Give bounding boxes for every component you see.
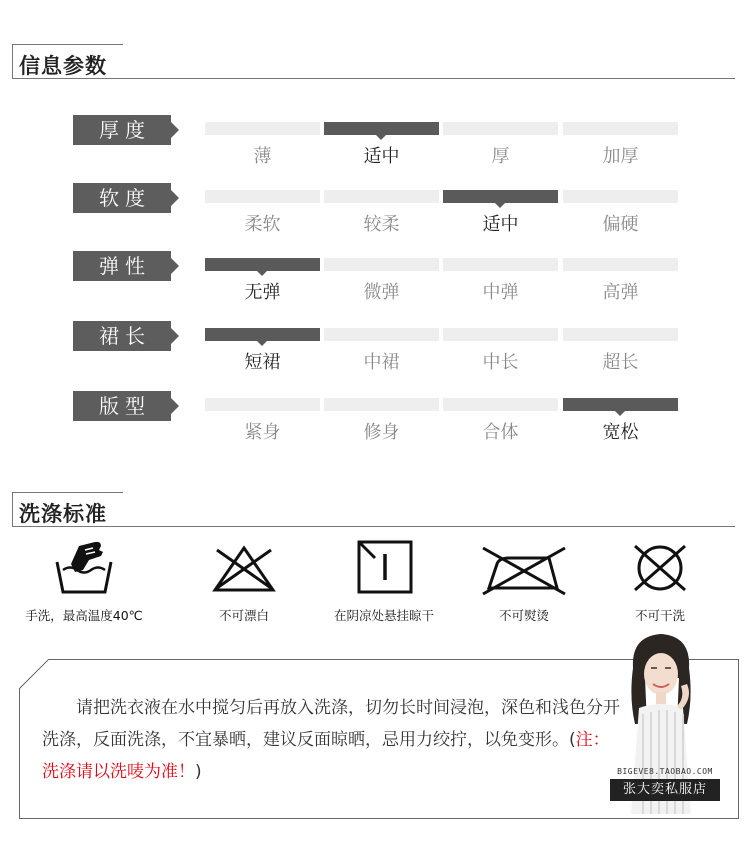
- option-label: 中长: [482, 352, 519, 373]
- param-label: [73, 183, 171, 213]
- no-bleach-icon: [209, 540, 279, 600]
- option-bar-selected: [205, 328, 320, 341]
- care-note-close: ): [195, 762, 202, 782]
- param-label-text: 软度: [99, 186, 151, 210]
- option-bar: [563, 190, 678, 203]
- option-bar: [443, 258, 558, 271]
- param-option: [205, 190, 320, 234]
- option-bar: [443, 122, 558, 135]
- wash-item-hand-wash: [14, 540, 154, 630]
- option-bar-selected: [324, 122, 439, 135]
- shop-url: BIGEVE8.TAOBAO.COM: [617, 767, 713, 776]
- param-row: [0, 183, 750, 243]
- param-row: [0, 251, 750, 311]
- param-label: [73, 251, 171, 281]
- param-label-text: 厚度: [99, 118, 151, 142]
- option-label: 偏硬: [602, 214, 639, 235]
- param-option: [324, 258, 439, 302]
- option-bar: [205, 190, 320, 203]
- wash-item-no-iron: [454, 540, 594, 630]
- no-iron-icon: [479, 540, 569, 600]
- option-label: 无弹: [244, 282, 281, 303]
- option-bar: [324, 328, 439, 341]
- shop-name-badge: 张大奕私服店: [610, 779, 720, 801]
- wash-label: 不可熨烫: [498, 608, 549, 623]
- wash-section-title: 洗涤标准: [19, 502, 107, 526]
- selected-pointer: [495, 203, 505, 208]
- option-label: 中裙: [363, 352, 400, 373]
- param-option: [563, 190, 678, 234]
- option-bar-selected: [563, 398, 678, 411]
- label-arrow: [171, 258, 179, 274]
- care-note-warning: 注：洗涤请以洗唛为准！: [42, 730, 610, 782]
- param-option: [443, 258, 558, 302]
- care-note-body: 请把洗衣液在水中搅匀后再放入洗涤，切勿长时间浸泡，深色和浅色分开洗涤，反面洗涤，不宜暴晒，建议反面晾晒，忌用力绞拧，以免变形。(: [42, 698, 620, 750]
- section-divider: [12, 78, 735, 79]
- option-label: 适中: [363, 146, 400, 167]
- option-bar: [324, 398, 439, 411]
- param-option: [324, 122, 439, 166]
- option-bar: [443, 398, 558, 411]
- selected-pointer: [615, 411, 625, 416]
- param-label: [73, 391, 171, 421]
- option-label: 紧身: [244, 422, 281, 443]
- option-bar: [205, 398, 320, 411]
- option-bar-selected: [443, 190, 558, 203]
- option-label: 宽松: [602, 422, 639, 443]
- param-option: [563, 122, 678, 166]
- no-dry-clean-icon: [625, 540, 695, 600]
- param-label: [73, 115, 171, 145]
- param-row: [0, 321, 750, 381]
- selected-pointer: [257, 341, 267, 346]
- label-arrow: [171, 190, 179, 206]
- wash-item-no-bleach: [174, 540, 314, 630]
- param-option: [205, 122, 320, 166]
- param-label: [73, 321, 171, 351]
- param-option: [563, 258, 678, 302]
- option-label: 高弹: [602, 282, 639, 303]
- label-arrow: [171, 122, 179, 138]
- param-option: [443, 328, 558, 372]
- param-label-text: 版型: [99, 394, 151, 418]
- param-option: [324, 190, 439, 234]
- option-label: 加厚: [602, 146, 639, 167]
- param-option: [563, 328, 678, 372]
- wash-label: 在阴凉处悬挂晾干: [333, 608, 434, 623]
- option-bar: [324, 190, 439, 203]
- option-label: 短裙: [244, 352, 281, 373]
- param-label-text: 裙长: [99, 324, 151, 348]
- wash-item-no-dry-clean: [590, 540, 730, 630]
- option-label: 合体: [482, 422, 519, 443]
- wash-label: 手洗，最高温度40℃: [25, 608, 143, 623]
- wash-label: 不可干洗: [634, 608, 685, 623]
- option-bar: [563, 258, 678, 271]
- param-row: [0, 115, 750, 175]
- section-divider: [12, 526, 735, 527]
- params-section-title: 信息参数: [19, 54, 107, 78]
- selected-pointer: [257, 271, 267, 276]
- option-label: 中弹: [482, 282, 519, 303]
- param-label-text: 弹性: [99, 254, 151, 278]
- option-label: 修身: [363, 422, 400, 443]
- option-label: 柔软: [244, 214, 281, 235]
- label-arrow: [171, 328, 179, 344]
- option-label: 微弹: [363, 282, 400, 303]
- option-label: 超长: [602, 352, 639, 373]
- option-label: 薄: [253, 146, 272, 167]
- option-bar: [563, 328, 678, 341]
- label-arrow: [171, 398, 179, 414]
- option-label: 厚: [491, 146, 510, 167]
- param-row: [0, 391, 750, 451]
- option-bar-selected: [205, 258, 320, 271]
- option-bar: [324, 258, 439, 271]
- wash-label: 不可漂白: [218, 608, 269, 623]
- dry-in-shade-icon: [349, 540, 419, 600]
- param-option: [443, 122, 558, 166]
- param-option: [205, 398, 320, 442]
- option-label: 较柔: [363, 214, 400, 235]
- selected-pointer: [376, 135, 386, 140]
- option-bar: [563, 122, 678, 135]
- param-option: [205, 258, 320, 302]
- option-label: 适中: [482, 214, 519, 235]
- param-option: [324, 328, 439, 372]
- param-option: [443, 398, 558, 442]
- option-bar: [443, 328, 558, 341]
- hand-wash-icon: [49, 540, 119, 600]
- param-option: [324, 398, 439, 442]
- param-option: [563, 398, 678, 442]
- param-option: [443, 190, 558, 234]
- care-note-text: [42, 692, 624, 788]
- option-bar: [205, 122, 320, 135]
- param-option: [205, 328, 320, 372]
- wash-item-dry-in-shade: [314, 540, 454, 630]
